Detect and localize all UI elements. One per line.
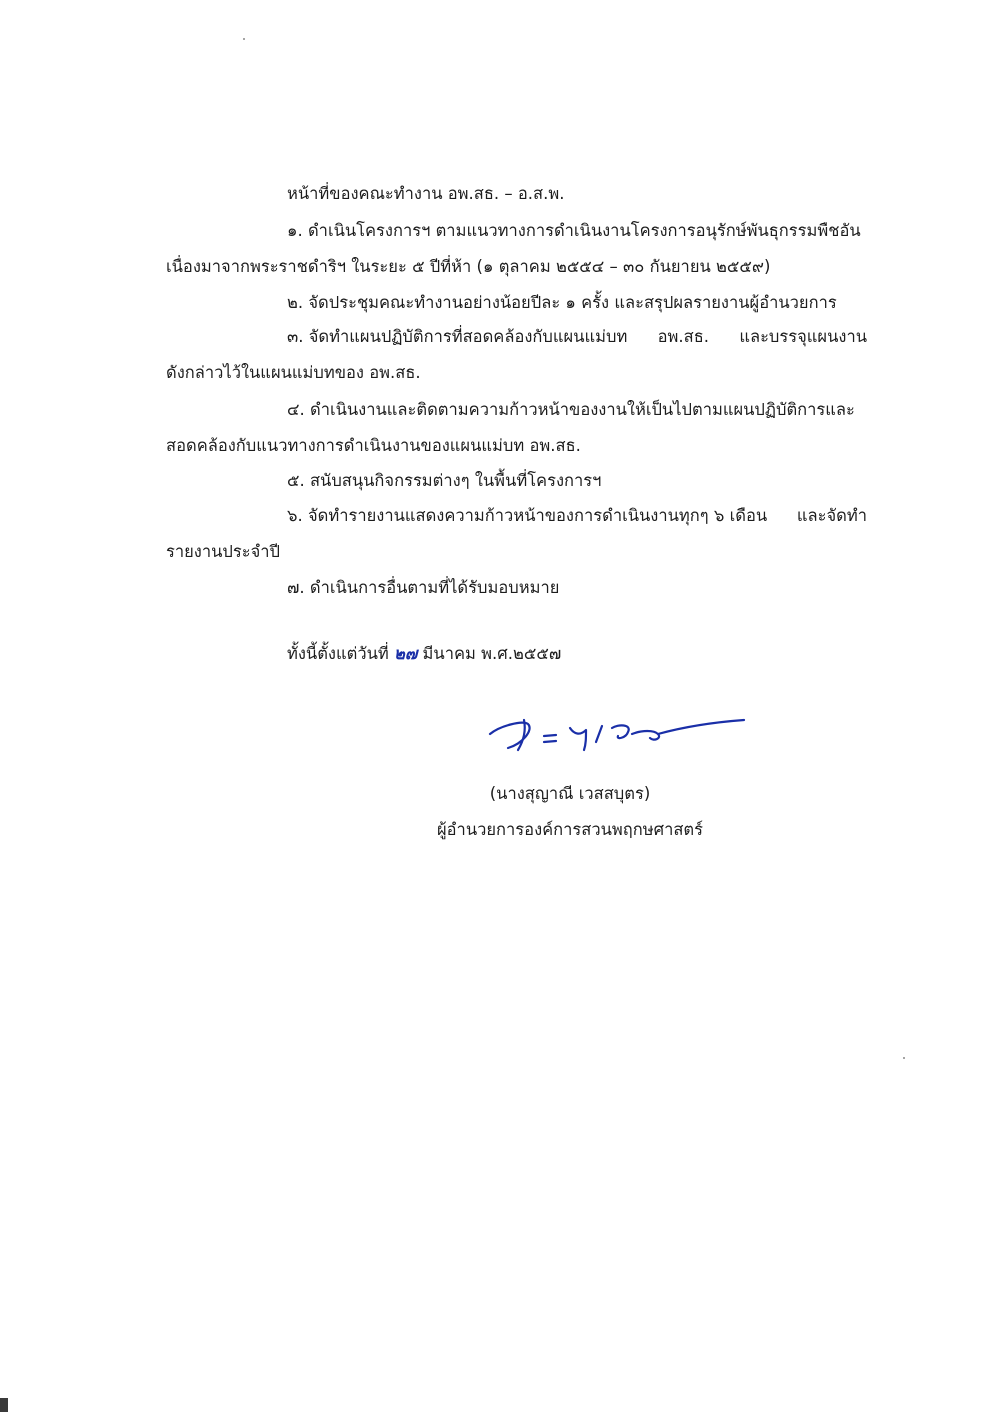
effective-prefix: ทั้งนี้ตั้งแต่วันที่ — [287, 644, 395, 663]
item-2-line-1: ๒. จัดประชุมคณะทำงานอย่างน้อยปีละ ๑ ครั้ง และสรุปผลรายงานผู้อำนวยการ — [287, 293, 837, 312]
scan-edge-mark — [0, 1398, 8, 1412]
item-1-line-2: เนื่องมาจากพระราชดำริฯ ในระยะ ๕ ปีที่ห้า (๑ ตุลาคม ๒๕๕๔ – ๓๐ กันยายน ๒๕๕๙) — [166, 257, 771, 276]
signer-position: ผู้อำนวยการองค์การสวนพฤกษศาสตร์ — [436, 820, 704, 839]
item-3-text-a: ๓. จัดทำแผนปฏิบัติการที่สอดคล้องกับแผนแม่บท — [287, 327, 628, 346]
scan-speck — [903, 1057, 905, 1059]
item-4-line-2: สอดคล้องกับแนวทางการดำเนินงานของแผนแม่บท อพ.สธ. — [166, 436, 581, 455]
scan-speck — [243, 38, 245, 40]
item-3-line-1 — [287, 326, 867, 348]
item-3-text-c: และบรรจุแผนงาน — [739, 327, 867, 346]
item-6-line-2: รายงานประจำปี — [166, 542, 281, 561]
item-3-line-2: ดังกล่าวไว้ในแผนแม่บทของ อพ.สธ. — [166, 363, 421, 382]
item-6-text-a: ๖. จัดทำรายงานแสดงความก้าวหน้าของการดำเนินงานทุกๆ ๖ เดือน — [287, 506, 768, 525]
handwritten-signature — [482, 700, 752, 760]
signer-name: (นางสุญาณี เวสสบุตร) — [489, 784, 651, 803]
document-heading: หน้าที่ของคณะทำงาน อพ.สธ. – อ.ส.พ. — [287, 184, 565, 203]
handwritten-day: ๒๗ — [394, 644, 418, 663]
item-1-line-1: ๑. ดำเนินโครงการฯ ตามแนวทางการดำเนินงานโครงการอนุรักษ์พันธุกรรมพืชอัน — [287, 221, 861, 240]
item-3-text-b: อพ.สธ. — [657, 327, 710, 346]
item-6-text-b: และจัดทำ — [796, 506, 867, 525]
item-6-line-1 — [287, 505, 867, 527]
item-5-line-1: ๕. สนับสนุนกิจกรรมต่างๆ ในพื้นที่โครงการฯ — [287, 471, 602, 490]
effective-suffix: มีนาคม พ.ศ.๒๕๕๗ — [417, 644, 562, 663]
item-4-line-1: ๔. ดำเนินงานและติดตามความก้าวหน้าของงานให้เป็นไปตามแผนปฏิบัติการและ — [287, 400, 855, 419]
item-7-line-1: ๗. ดำเนินการอื่นตามที่ได้รับมอบหมาย — [287, 578, 560, 597]
effective-date — [287, 643, 561, 665]
